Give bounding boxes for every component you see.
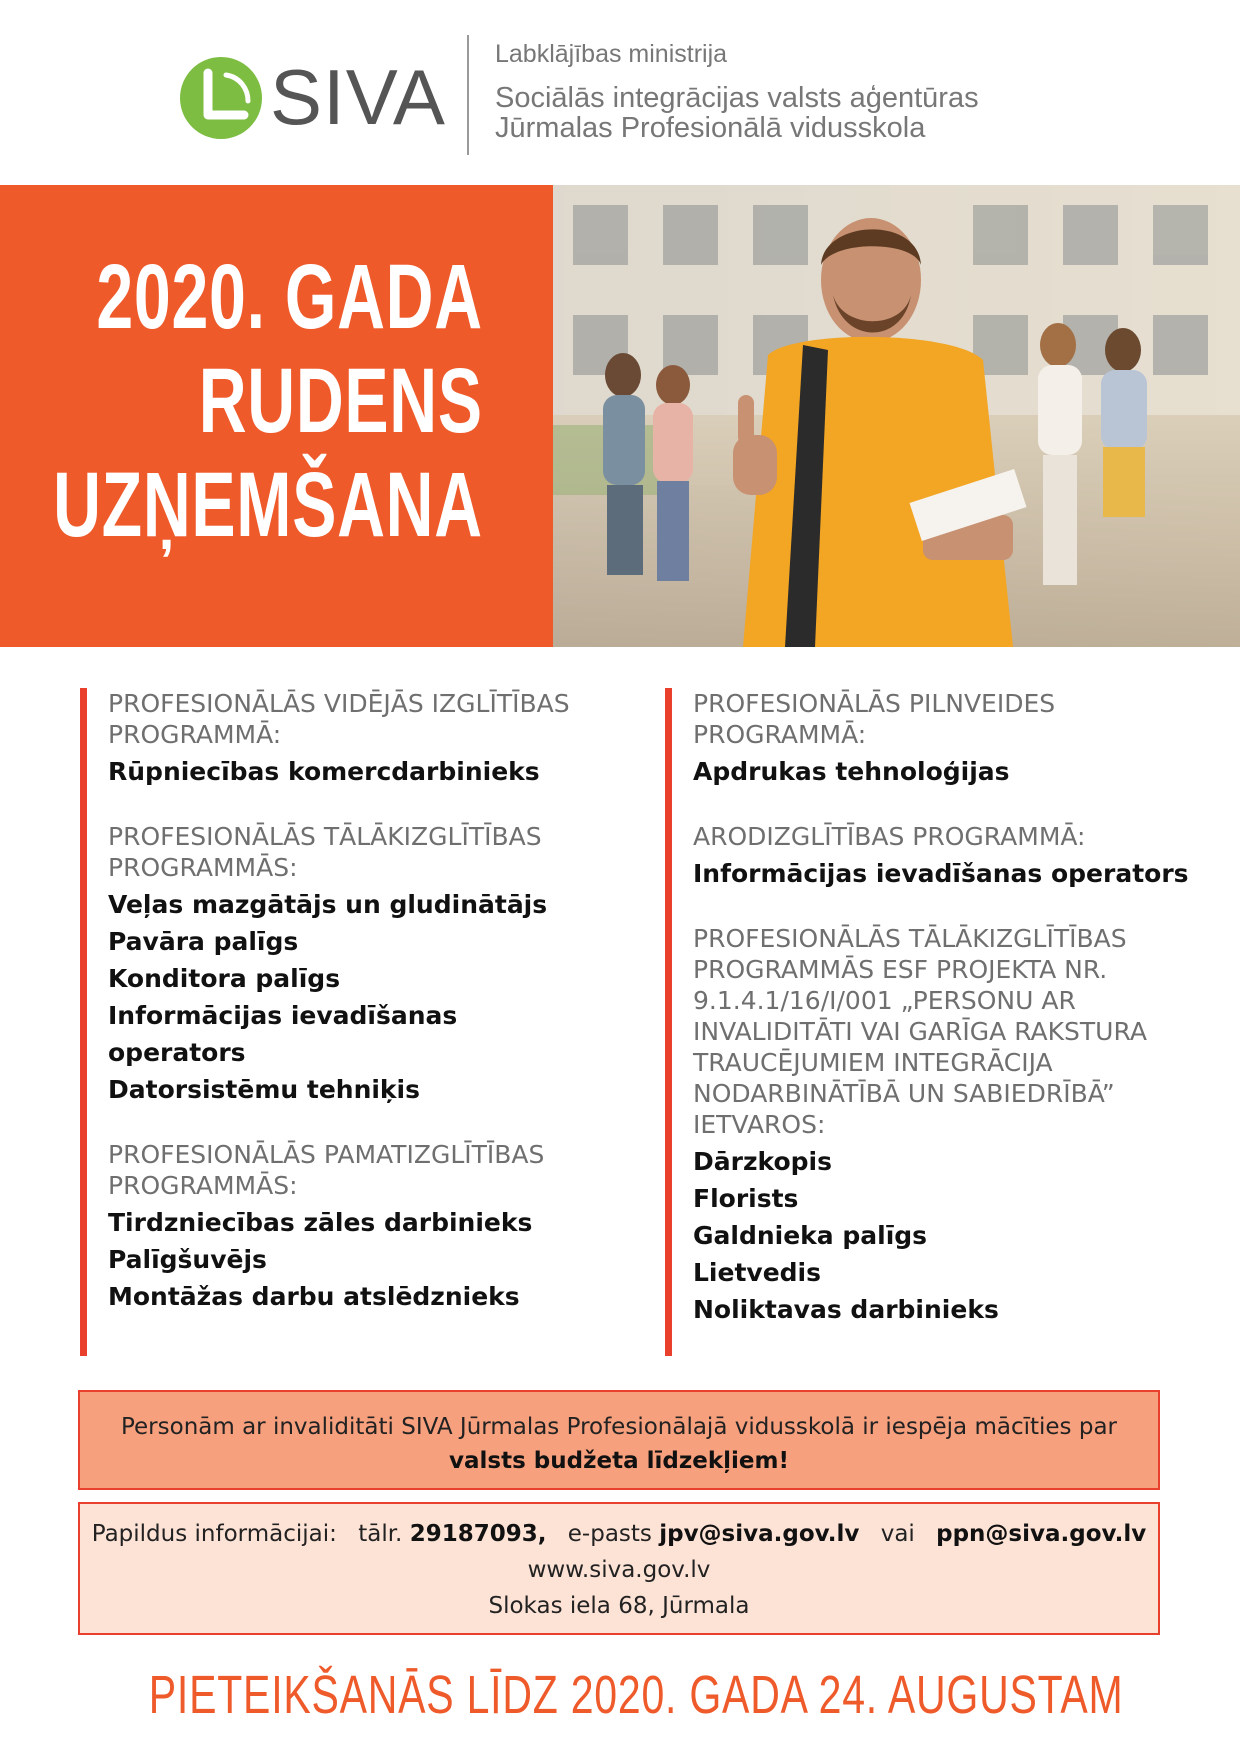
- left-accent-bar: [80, 688, 87, 1356]
- program-name: Apdrukas tehnoloģijas: [693, 757, 1010, 786]
- students-photo-illustration: [553, 185, 1240, 647]
- email-link-jpv[interactable]: jpv@siva.gov.lv: [659, 1521, 860, 1547]
- application-deadline: PIETEIKŠANĀS LĪDZ 2020. GADA 24. AUGUSTAM: [148, 1665, 1124, 1725]
- program-section-label-line: NODARBINĀTĪBĀ UN SABIEDRĪBĀ”: [693, 1079, 1115, 1108]
- program-name: Pavāra palīgs: [108, 927, 299, 956]
- program-name: Informācijas ievadīšanas operators: [693, 859, 1189, 888]
- program-section-label-line: PROGRAMMĀS ESF PROJEKTA NR.: [693, 955, 1108, 984]
- program-name: Noliktavas darbinieks: [693, 1295, 999, 1324]
- program-section-label-line: PROGRAMMĀ:: [693, 720, 867, 749]
- program-name: Datorsistēmu tehniķis: [108, 1075, 421, 1104]
- program-section-label-line: IETVAROS:: [693, 1110, 826, 1139]
- program-section-label-line: PROFESIONĀLĀS TĀLĀKIZGLĪTĪBAS: [693, 924, 1127, 953]
- program-name: Informācijas ievadīšanas: [108, 1001, 458, 1030]
- right-program-column: [665, 688, 1205, 1356]
- program-section: [108, 1139, 640, 1315]
- program-name: Florists: [693, 1184, 799, 1213]
- hero-title-line: RUDENS: [198, 350, 483, 452]
- or-text: vai: [880, 1521, 915, 1547]
- contact-prefix: Papildus informācijai:: [91, 1521, 337, 1547]
- program-name: operators: [108, 1038, 246, 1067]
- contact-line: [80, 1516, 1158, 1552]
- hero-photo: [553, 185, 1240, 647]
- left-program-column: [80, 688, 640, 1356]
- program-section-label: [693, 821, 1205, 852]
- funding-notice-line2: valsts budžeta līdzekļiem!: [449, 1448, 789, 1474]
- email-link-ppn[interactable]: ppn@siva.gov.lv: [936, 1521, 1147, 1547]
- program-name: Montāžas darbu atslēdznieks: [108, 1282, 520, 1311]
- agency-name-line1: Sociālās integrācijas valsts aģentūras: [495, 82, 979, 114]
- program-section-label-line: PROGRAMMĀ:: [108, 720, 282, 749]
- ministry-name: Labklājības ministrija: [495, 40, 728, 68]
- hero-title: [53, 245, 483, 557]
- program-section-label-line: ARODIZGLĪTĪBAS PROGRAMMĀ:: [693, 822, 1086, 851]
- program-section-label-line: PROGRAMMĀS:: [108, 853, 298, 882]
- funding-notice: [78, 1390, 1160, 1490]
- right-program-list: [693, 688, 1205, 1359]
- logo-text: SIVA: [270, 53, 446, 141]
- program-section: [108, 688, 640, 790]
- program-section-label-line: PROFESIONĀLĀS VIDĒJĀS IZGLĪTĪBAS: [108, 689, 570, 718]
- program-name: Dārzkopis: [693, 1147, 832, 1176]
- program-section-label: [108, 1139, 640, 1201]
- header-divider: [467, 35, 469, 155]
- siva-logo-icon: [178, 55, 264, 141]
- funding-notice-line1: Personām ar invaliditāti SIVA Jūrmalas Profesionālajā vidusskolā ir iespēja mācīties par: [120, 1414, 1118, 1440]
- program-section-label-line: PROFESIONĀLĀS PILNVEIDES: [693, 689, 1056, 718]
- program-section-label-line: PROGRAMMĀS:: [108, 1171, 298, 1200]
- phone-number[interactable]: 29187093,: [409, 1521, 547, 1547]
- program-section-label-line: INVALIDITĀTI VAI GARĪGA RAKSTURA: [693, 1017, 1147, 1046]
- program-name: Lietvedis: [693, 1258, 822, 1287]
- program-section-label-line: TRAUCĒJUMIEM INTEGRĀCIJA: [693, 1048, 1053, 1077]
- program-section-label-line: PROFESIONĀLĀS TĀLĀKIZGLĪTĪBAS: [108, 822, 542, 851]
- hero-banner: [0, 185, 553, 647]
- right-accent-bar: [665, 688, 672, 1356]
- website-link[interactable]: www.siva.gov.lv: [527, 1557, 711, 1583]
- program-section: [693, 821, 1205, 892]
- program-name: Veļas mazgātājs un gludinātājs: [108, 890, 548, 919]
- program-name: Tirdzniecības zāles darbinieks: [108, 1208, 533, 1237]
- left-program-list: [108, 688, 640, 1346]
- header: [0, 0, 1240, 185]
- program-section-label: [108, 821, 640, 883]
- program-section-label: [693, 688, 1205, 750]
- email-label: e-pasts: [567, 1521, 652, 1547]
- program-name: Rūpniecības komercdarbinieks: [108, 757, 540, 786]
- hero-title-line: 2020. GADA: [96, 246, 483, 348]
- program-section: [108, 821, 640, 1108]
- address-text: Slokas iela 68, Jūrmala: [488, 1593, 750, 1619]
- program-name: Konditora palīgs: [108, 964, 341, 993]
- program-section: [693, 923, 1205, 1328]
- program-section-label-line: 9.1.4.1/16/I/001 „PERSONU AR: [693, 986, 1076, 1015]
- program-name: Galdnieka palīgs: [693, 1221, 928, 1250]
- program-section-label-line: PROFESIONĀLĀS PAMATIZGLĪTĪBAS: [108, 1140, 545, 1169]
- agency-name-line2: Jūrmalas Profesionālā vidusskola: [495, 112, 926, 144]
- program-name: Palīgšuvējs: [108, 1245, 267, 1274]
- phone-label: tālr.: [358, 1521, 403, 1547]
- hero-title-line: UZŅEMŠANA: [53, 454, 483, 556]
- program-section: [693, 688, 1205, 790]
- program-section-label: [693, 923, 1205, 1140]
- program-section-label: [108, 688, 640, 750]
- contact-info: [78, 1502, 1160, 1635]
